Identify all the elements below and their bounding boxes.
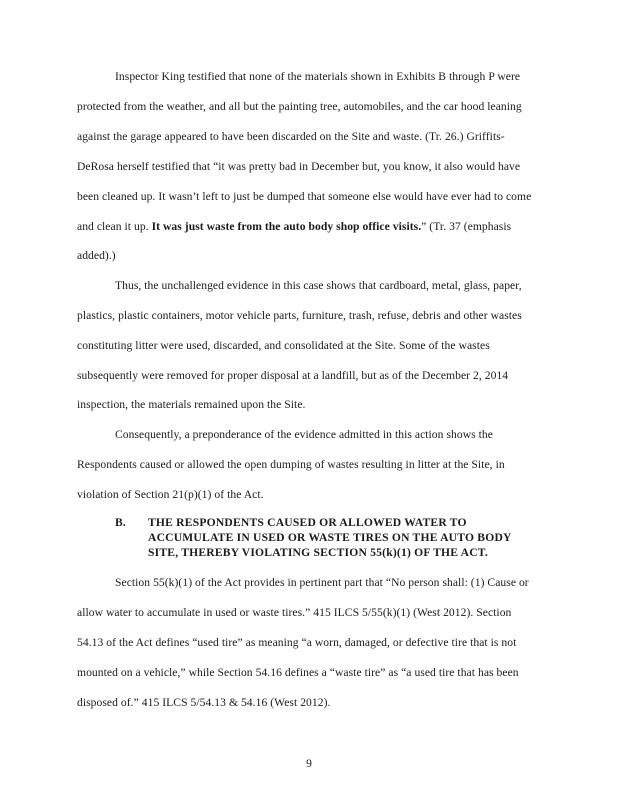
text-line: allow water to accumulate in used or waste tires.” 415 ILCS 5/55(k)(1) (West 2012). Section [77, 606, 512, 619]
text-line: been cleaned up. It wasn’t left to just be dumped that someone else would have ever had to come [77, 190, 532, 203]
text-span: and clean it up. [77, 220, 152, 233]
text-line: Inspector King testified that none of the materials shown in Exhibits B through P were [115, 70, 521, 83]
text-span: ” (Tr. 37 (emphasis [421, 220, 512, 233]
text-line: subsequently were removed for proper disposal at a landfill, but as of the December 2, 2014 [77, 369, 509, 382]
text-line: 54.13 of the Act defines “used tire” as meaning “a worn, damaged, or defective tire that is not [77, 636, 517, 649]
heading-line: ACCUMULATE IN USED OR WASTE TIRES ON THE AUTO BODY [148, 531, 512, 544]
text-line: Consequently, a preponderance of the evidence admitted in this action shows the [115, 428, 493, 441]
text-line: DeRosa herself testified that “it was pretty bad in December but, you know, it also would have [77, 160, 521, 173]
text-line: plastics, plastic containers, motor vehicle parts, furniture, trash, refuse, debris and other wastes [77, 309, 522, 322]
text-line: mounted on a vehicle,” while Section 54.16 defines a “waste tire” as “a used tire that has been [77, 666, 519, 679]
text-line: against the garage appeared to have been discarded on the Site and waste. (Tr. 26.) Griffits- [77, 130, 505, 143]
text-line: disposed of.” 415 ILCS 5/54.13 & 54.16 (West 2012). [77, 696, 331, 709]
heading-line: SITE, THEREBY VIOLATING SECTION 55(k)(1) OF THE ACT. [148, 546, 488, 559]
text-line: violation of Section 21(p)(1) of the Act. [77, 488, 264, 501]
heading-line: THE RESPONDENTS CAUSED OR ALLOWED WATER TO [148, 516, 467, 529]
section-label: B. [115, 516, 127, 529]
text-line: constituting litter were used, discarded, and consolidated at the Site. Some of the wastes [77, 339, 490, 352]
text-line: inspection, the materials remained upon the Site. [77, 398, 306, 411]
text-line: protected from the weather, and all but the painting tree, automobiles, and the car hood leaning [77, 100, 522, 113]
text-line: Section 55(k)(1) of the Act provides in pertinent part that “No person shall: (1) Cause or [115, 576, 529, 589]
emphasis-text: It was just waste from the auto body shop office visits. [151, 220, 422, 233]
text-line: Respondents caused or allowed the open dumping of wastes resulting in litter at the Site, in [77, 458, 505, 471]
page-number: 9 [306, 757, 312, 770]
text-line: added).) [77, 249, 116, 262]
text-line [77, 220, 511, 233]
text-line: Thus, the unchallenged evidence in this case shows that cardboard, metal, glass, paper, [115, 279, 522, 292]
